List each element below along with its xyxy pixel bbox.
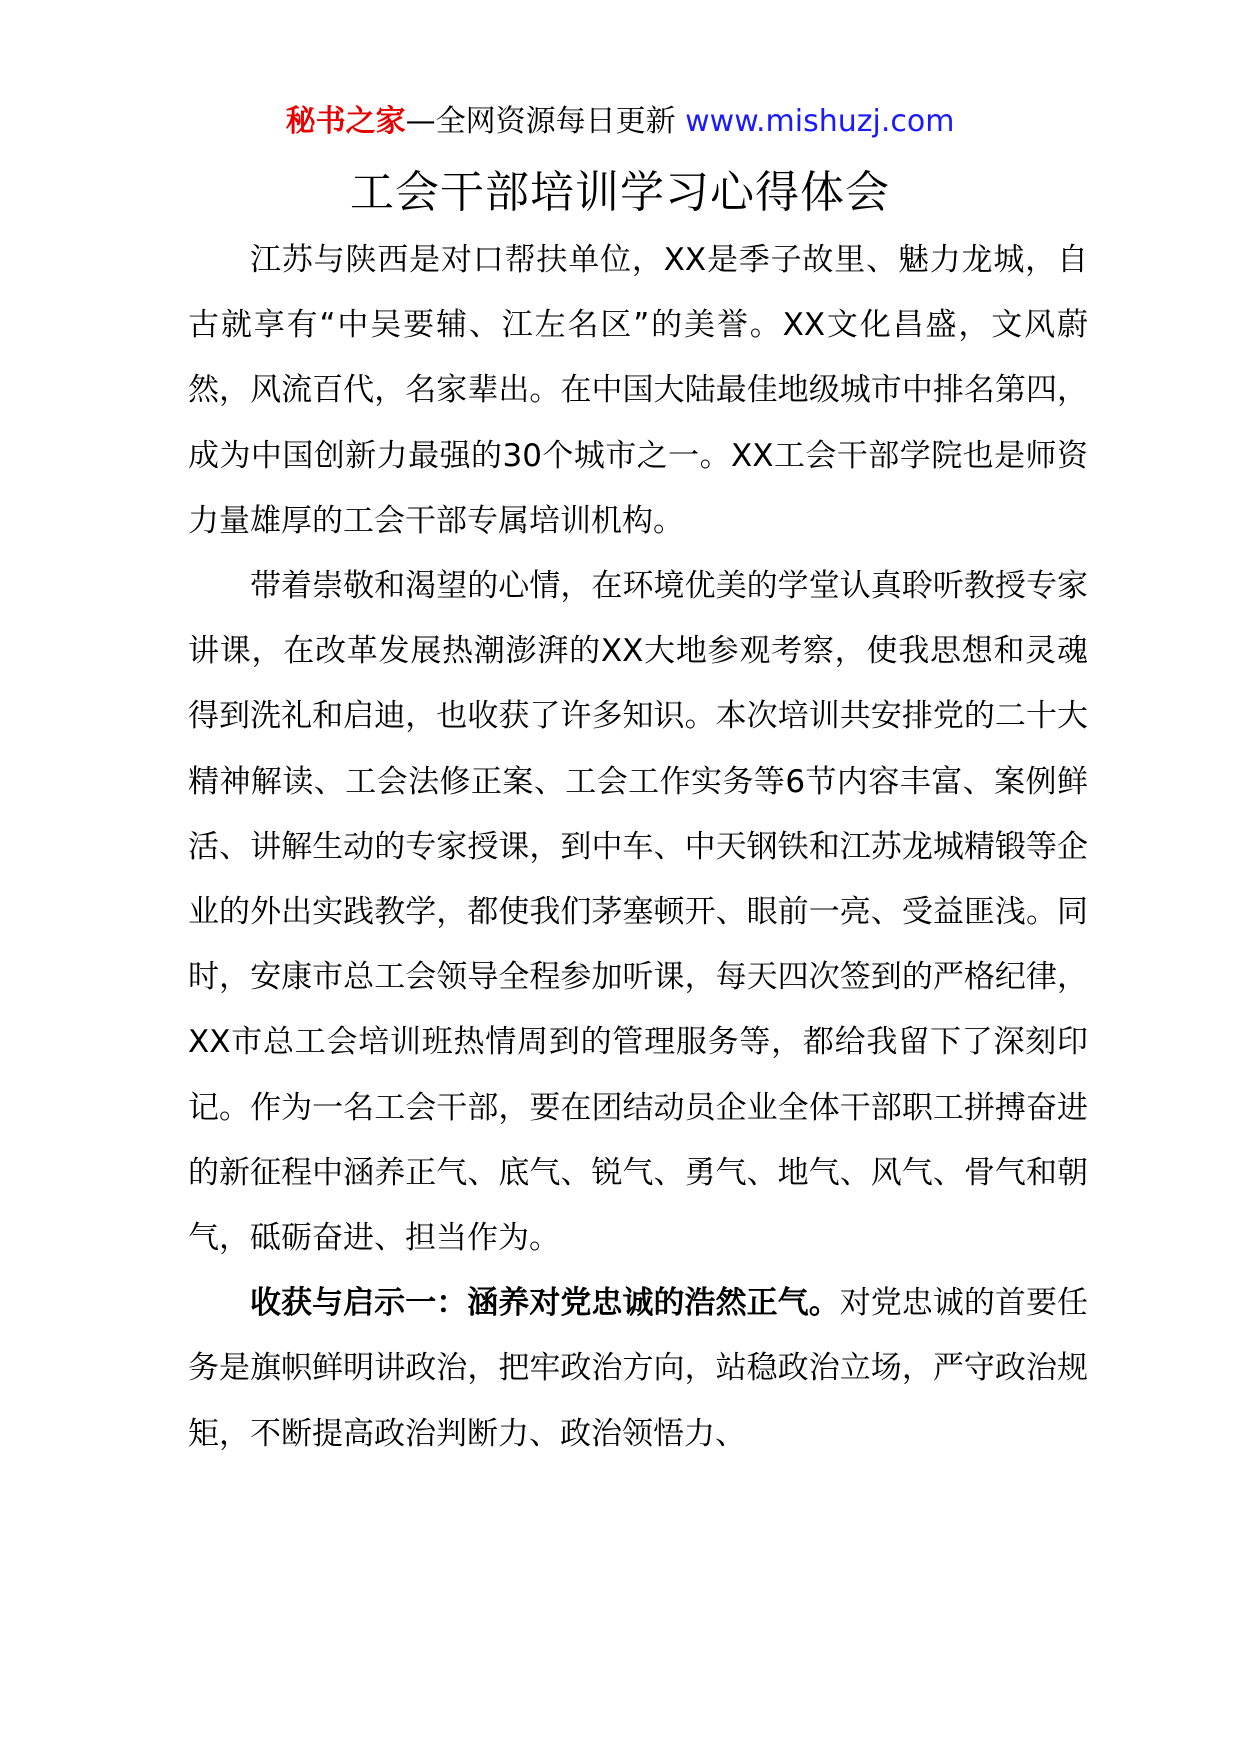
paragraph-intro xyxy=(188,228,1088,554)
paragraph-insight-one xyxy=(188,1271,1088,1467)
site-header xyxy=(0,100,1240,144)
document-title: 工会干部培训学习心得体会 xyxy=(350,167,890,218)
insight-one-heading: 收获与启示一：涵养对党忠诚的浩然正气。 xyxy=(250,1285,840,1322)
paragraph-training-text: 带着崇敬和渴望的心情，在环境优美的学堂认真聆听教授专家讲课，在改革发展热潮澎湃的XX大地参观考察，使我思想和灵魂得到洗礼和启迪，也收获了许多知识。本次培训共安排党的二十大精神解读、工会法修正案、工会工作实务等6节内容丰富、案例鲜活、讲解生动的专家授课，到中车、中天钢铁和江苏龙城精锻等企业的外出实践教学，都使我们茅塞顿开、眼前一亮、受益匪浅。同时，安康市总工会领导全程参加听课，每天四次签到的严格纪律，XX市总工会培训班热情周到的管理服务等，都给我留下了深刻印记。作为一名工会干部，要在团结动员企业全体干部职工拼搏奋进的新征程中涵养正气、底气、锐气、勇气、地气、风气、骨气和朝气，砥砺奋进、担当作为。 xyxy=(188,568,1088,1257)
paragraph-training xyxy=(188,554,1088,1271)
document-body xyxy=(188,228,1088,1467)
site-url-link[interactable]: www.mishuzj.com xyxy=(685,104,955,139)
header-slogan: —全网资源每日更新 xyxy=(405,104,676,139)
brand-name: 秘书之家 xyxy=(285,104,406,139)
paragraph-intro-text: 江苏与陕西是对口帮扶单位，XX是季子故里、魅力龙城，自古就享有“中吴要辅、江左名区”的美誉。XX文化昌盛，文风蔚然，风流百代，名家辈出。在中国大陆最佳地级城市中排名第四，成为中国创新力最强的30个城市之一。XX工会干部学院也是师资力量雄厚的工会干部专属培训机构。 xyxy=(188,242,1088,539)
insight-one-text: 对党忠诚的首要任务是旗帜鲜明讲政治，把牢政治方向，站稳政治立场，严守政治规矩，不断提高政治判断力、政治领悟力、 xyxy=(188,1285,1089,1452)
